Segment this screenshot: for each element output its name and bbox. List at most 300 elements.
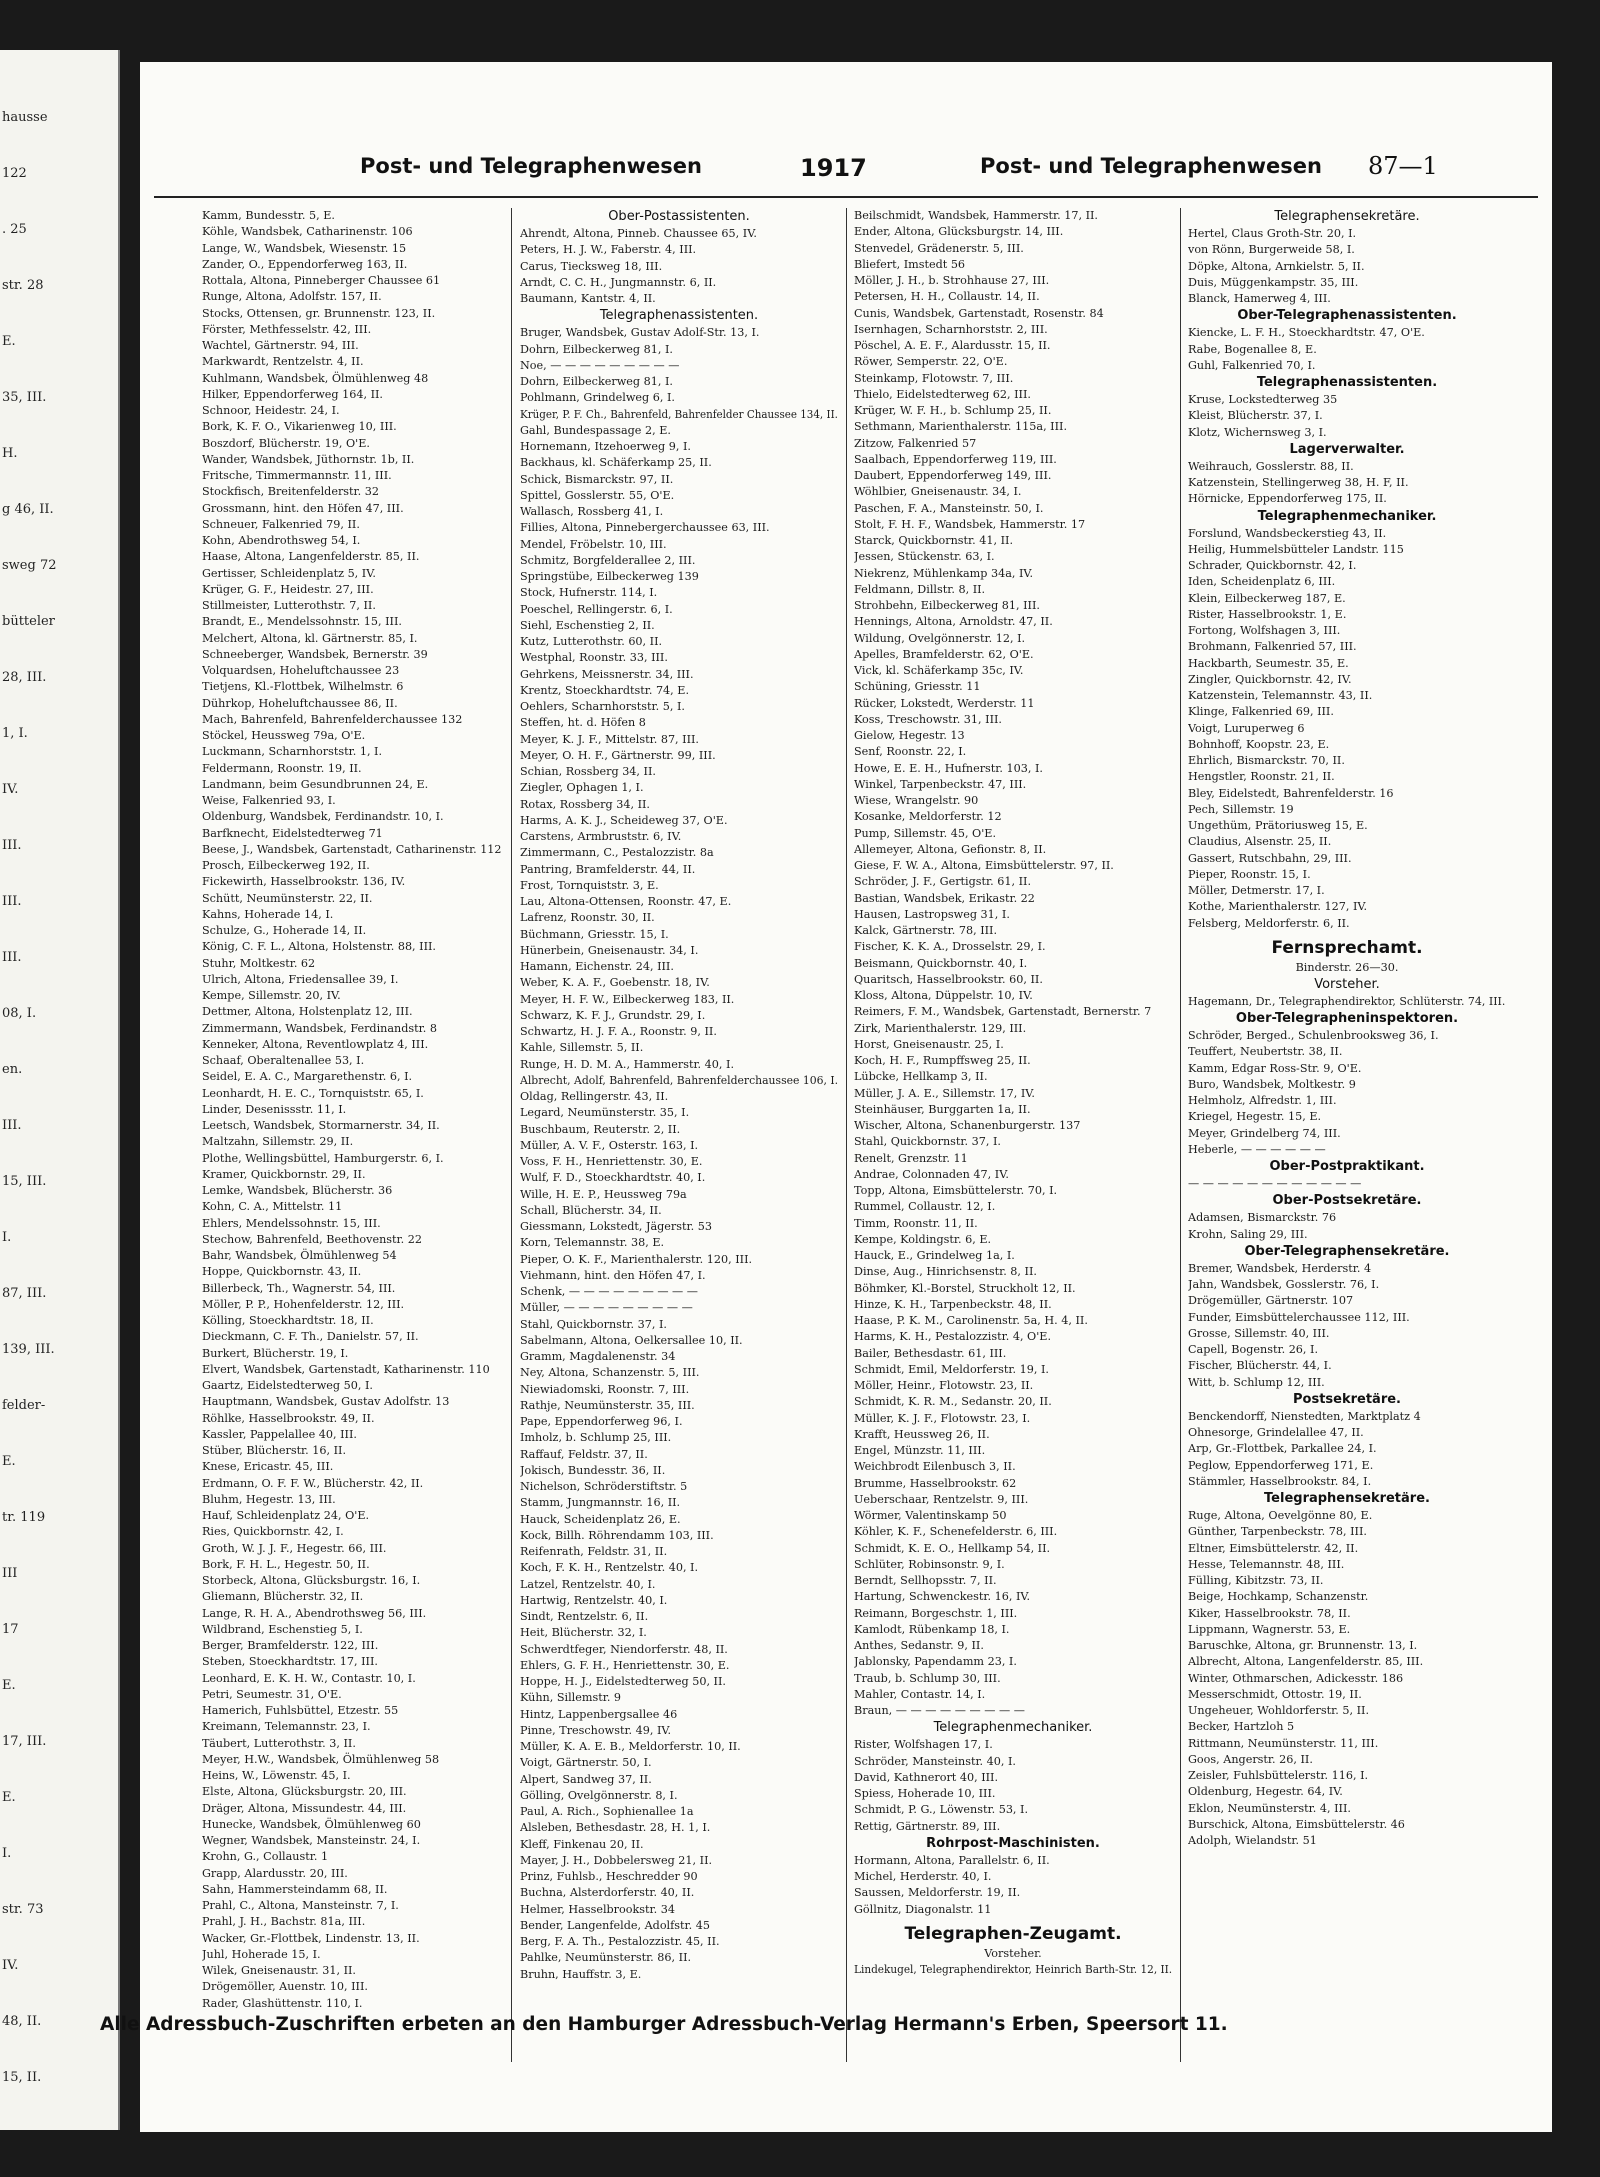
directory-entry: Weichbrodt Eilenbusch 3, II. xyxy=(854,1460,1016,1474)
directory-entry: Helmholz, Alfredstr. 1, III. xyxy=(1188,1094,1337,1107)
facing-page-fragment: E. xyxy=(2,1454,16,1469)
directory-entry: Ehlers, Mendelssohnstr. 15, III. xyxy=(202,1216,381,1230)
directory-entry: Köhler, K. F., Schenefelderstr. 6, III. xyxy=(854,1525,1058,1539)
facing-page-fragment: sweg 72 xyxy=(2,558,57,573)
directory-entry: Adolph, Wielandstr. 51 xyxy=(1188,1834,1317,1847)
directory-entry: Dettmer, Altona, Holstenplatz 12, III. xyxy=(202,1005,413,1019)
directory-entry: Ney, Altona, Schanzenstr. 5, III. xyxy=(520,1366,700,1380)
directory-entry: Meyer, H.W., Wandsbek, Ölmühlenweg 58 xyxy=(202,1752,440,1766)
directory-entry: Beismann, Quickbornstr. 40, I. xyxy=(854,956,1028,970)
directory-entry: Ehrlich, Bismarckstr. 70, II. xyxy=(1188,754,1345,767)
directory-entry: Hartwig, Rentzelstr. 40, I. xyxy=(520,1593,668,1607)
directory-entry: Eklon, Neumünsterstr. 4, III. xyxy=(1188,1801,1351,1815)
directory-entry: Reimers, F. M., Wandsbek, Gartenstadt, Bernerstr. 7 xyxy=(854,1005,1152,1019)
directory-entry: Prosch, Eilbeckerweg 192, II. xyxy=(202,859,370,872)
directory-entry: Fickewirth, Hasselbrookstr. 136, IV. xyxy=(202,875,406,889)
directory-entry: Hennings, Altona, Arnoldstr. 47, II. xyxy=(854,615,1053,629)
column-1 xyxy=(202,208,502,2062)
directory-entry: Beese, J., Wandsbek, Gartenstadt, Catharinenstr. 112 xyxy=(202,842,502,856)
directory-entry: Möller, Heinr., Flotowstr. 23, II. xyxy=(854,1379,1034,1392)
directory-entry: Noe, — — — — — — — — — xyxy=(520,358,680,372)
directory-entry: Kriegel, Hegestr. 15, E. xyxy=(1188,1110,1322,1124)
directory-entry: Luckmann, Scharnhorststr. 1, I. xyxy=(202,745,383,759)
directory-entry: Jablonsky, Papendamm 23, I. xyxy=(854,1655,1017,1669)
directory-entry: Witt, b. Schlump 12, III. xyxy=(1188,1375,1325,1389)
directory-entry: Dräger, Altona, Missundestr. 44, III. xyxy=(202,1801,407,1815)
directory-entry: Schütt, Neumünsterstr. 22, II. xyxy=(202,891,373,905)
facing-page-fragment: I. xyxy=(2,1230,12,1245)
header-year: 1917 xyxy=(800,154,867,182)
directory-entry: Burschick, Altona, Eimsbüttelerstr. 46 xyxy=(1188,1817,1405,1831)
directory-entry: Steffen, ht. d. Höfen 8 xyxy=(520,716,646,730)
directory-entry: Pahlke, Neumünsterstr. 86, II. xyxy=(520,1951,692,1965)
directory-entry: Elste, Altona, Glücksburgstr. 20, III. xyxy=(202,1785,407,1799)
directory-entry: Müller, J. A. E., Sillemstr. 17, IV. xyxy=(854,1086,1035,1100)
directory-entry: König, C. F. L., Altona, Holstenstr. 88, III. xyxy=(202,940,436,954)
facing-page-fragment: 1, I. xyxy=(2,726,28,741)
directory-entry: — — — — — — — — — — — — xyxy=(1188,1177,1362,1190)
directory-entry: Braun, — — — — — — — — — xyxy=(854,1704,1025,1717)
directory-entry: Schaaf, Oberaltenallee 53, I. xyxy=(202,1054,365,1067)
directory-entry: Hackbarth, Seumestr. 35, E. xyxy=(1188,656,1349,670)
directory-entry: Schenk, — — — — — — — — — xyxy=(520,1285,698,1298)
facing-page-fragment: hausse xyxy=(2,110,48,125)
directory-entry: Hamerich, Fuhlsbüttel, Etzestr. 55 xyxy=(202,1704,399,1717)
directory-entry: Kock, Billh. Röhrendamm 103, III. xyxy=(520,1528,714,1542)
facing-page-fragment: III. xyxy=(2,950,22,965)
directory-entry: Rathje, Neumünsterstr. 35, III. xyxy=(520,1398,695,1412)
directory-entry: Gaartz, Eidelstedterweg 50, I. xyxy=(202,1379,373,1392)
directory-entry: Winkel, Tarpenbeckstr. 47, III. xyxy=(854,777,1027,791)
directory-entry: Raffauf, Feldstr. 37, II. xyxy=(520,1447,648,1461)
directory-entry: Ahrendt, Altona, Pinneb. Chaussee 65, IV. xyxy=(520,227,757,240)
directory-entry: Katzenstein, Stellingerweg 38, H. F, II. xyxy=(1188,476,1409,489)
directory-entry: Leonhardt, H. E. C., Tornquiststr. 65, I. xyxy=(202,1086,424,1100)
facing-page-fragment: 08, I. xyxy=(2,1006,37,1021)
directory-entry: Täubert, Lutterothstr. 3, II. xyxy=(202,1736,356,1750)
directory-entry: Kenneker, Altona, Reventlowplatz 4, III. xyxy=(202,1037,429,1051)
directory-entry: Schnoor, Heidestr. 24, I. xyxy=(202,404,340,417)
directory-entry: Hagemann, Dr., Telegraphendirektor, Schlüterstr. 74, III. xyxy=(1188,994,1506,1008)
directory-entry: Billerbeck, Th., Wagnerstr. 54, III. xyxy=(202,1281,396,1295)
directory-entry: Bender, Langenfelde, Adolfstr. 45 xyxy=(520,1918,710,1932)
directory-entry: Linder, Desenissstr. 11, I. xyxy=(202,1102,347,1116)
facing-page-fragment: 35, III. xyxy=(2,390,47,405)
directory-entry: Pape, Eppendorferweg 96, I. xyxy=(520,1415,683,1428)
footer-notice: Alle Adressbuch-Zuschriften erbeten an den Hamburger Adressbuch-Verlag Hermann's Erben, Speersort 11. xyxy=(100,2014,1228,2035)
directory-entry: Ueberschaar, Rentzelstr. 9, III. xyxy=(854,1492,1029,1506)
directory-entry: Hinze, K. H., Tarpenbeckstr. 48, II. xyxy=(854,1297,1052,1311)
directory-entry: Pinne, Treschowstr. 49, IV. xyxy=(520,1723,672,1737)
directory-entry: Gramm, Magdalenenstr. 34 xyxy=(520,1350,676,1363)
directory-entry: Paul, A. Rich., Sophienallee 1a xyxy=(520,1805,694,1818)
directory-entry: Weber, K. A. F., Goebenstr. 18, IV. xyxy=(520,976,710,990)
directory-entry: Sahn, Hammersteindamm 68, II. xyxy=(202,1882,388,1896)
directory-entry: Hoppe, Quickbornstr. 43, II. xyxy=(202,1265,362,1279)
directory-entry: Poeschel, Rellingerstr. 6, I. xyxy=(520,602,673,616)
directory-entry: Volquardsen, Hoheluftchaussee 23 xyxy=(202,664,400,677)
directory-entry: Bailer, Bethesdastr. 61, III. xyxy=(854,1346,1007,1360)
directory-entry: Barfknecht, Eidelstedterweg 71 xyxy=(202,826,383,840)
facing-page-fragment: H. xyxy=(2,446,18,461)
directory-entry: Giessmann, Lokstedt, Jägerstr. 53 xyxy=(520,1220,712,1233)
directory-entry: Lange, W., Wandsbek, Wiesenstr. 15 xyxy=(202,241,407,255)
directory-entry: Knese, Ericastr. 45, III. xyxy=(202,1460,334,1474)
directory-entry: Stuhr, Moltkestr. 62 xyxy=(202,956,316,970)
directory-entry: Daubert, Eppendorferweg 149, III. xyxy=(854,469,1052,482)
directory-entry: Rücker, Lokstedt, Werderstr. 11 xyxy=(854,696,1035,710)
directory-entry: Leetsch, Wandsbek, Stormarnerstr. 34, II. xyxy=(202,1119,440,1132)
directory-entry: Backhaus, kl. Schäferkamp 25, II. xyxy=(520,456,712,470)
directory-entry: Sethmann, Marienthalerstr. 115a, III. xyxy=(854,420,1067,434)
directory-entry: Oldag, Rellingerstr. 43, II. xyxy=(520,1090,669,1103)
directory-entry: Leonhard, E. K. H. W., Contastr. 10, I. xyxy=(202,1671,416,1685)
directory-entry: Schmidt, Emil, Meldorferstr. 19, I. xyxy=(854,1362,1049,1376)
directory-entry: Schick, Bismarckstr. 97, II. xyxy=(520,472,674,486)
directory-entry: Dohrn, Eilbeckerweg 81, I. xyxy=(520,375,673,388)
directory-entry: Mayer, J. H., Dobbelersweg 21, II. xyxy=(520,1853,713,1867)
directory-entry: Meyer, H. F. W., Eilbeckerweg 183, II. xyxy=(520,992,735,1006)
directory-entry: Spiess, Hoherade 10, III. xyxy=(854,1787,996,1800)
directory-entry: Hamann, Eichenstr. 24, III. xyxy=(520,960,674,973)
directory-entry: Stenvedel, Grädenerstr. 5, III. xyxy=(854,241,1024,255)
directory-entry: Kuhlmann, Wandsbek, Ölmühlenweg 48 xyxy=(202,371,429,385)
directory-entry: Klinge, Falkenried 69, III. xyxy=(1188,705,1334,719)
directory-entry: Messerschmidt, Ottostr. 19, II. xyxy=(1188,1687,1362,1701)
directory-entry: Ulrich, Altona, Friedensallee 39, I. xyxy=(202,972,399,986)
directory-entry: Ohnesorge, Grindelallee 47, II. xyxy=(1188,1426,1364,1439)
directory-entry: Kempe, Sillemstr. 20, IV. xyxy=(202,989,341,1002)
directory-entry: Alsleben, Bethesdastr. 28, H. 1, I. xyxy=(520,1821,711,1835)
directory-entry: Erdmann, O. F. F. W., Blücherstr. 42, II. xyxy=(202,1476,424,1490)
directory-entry: Stamm, Jungmannstr. 16, II. xyxy=(520,1496,681,1510)
directory-entry: Saalbach, Eppendorferweg 119, III. xyxy=(854,452,1057,466)
directory-entry: Elvert, Wandsbek, Gartenstadt, Katharinenstr. 110 xyxy=(202,1362,490,1376)
directory-entry: Traub, b. Schlump 30, III. xyxy=(854,1671,1001,1685)
directory-entry: Zitzow, Falkenried 57 xyxy=(854,436,977,450)
directory-entry: Kamm, Edgar Ross-Str. 9, O'E. xyxy=(1188,1061,1362,1075)
page-header xyxy=(140,154,1552,188)
directory-entry: Fritsche, Timmermannstr. 11, III. xyxy=(202,469,392,482)
section-heading: Postsekretäre. xyxy=(1293,1391,1401,1407)
directory-entry: Hünerbein, Gneisenaustr. 34, I. xyxy=(520,943,699,957)
directory-entry: Bremer, Wandsbek, Herderstr. 4 xyxy=(1188,1261,1372,1275)
facing-page-fragment: I. xyxy=(2,1846,12,1861)
directory-entry: Ries, Quickbornstr. 42, I. xyxy=(202,1525,344,1539)
directory-entry: Reimann, Borgeschstr. 1, III. xyxy=(854,1606,1018,1620)
directory-entry: Strohbehn, Eilbeckerweg 81, III. xyxy=(854,599,1040,612)
directory-entry: Grosse, Sillemstr. 40, III. xyxy=(1188,1326,1330,1340)
directory-entry: Koss, Treschowstr. 31, III. xyxy=(854,712,1002,726)
directory-entry: Dinse, Aug., Hinrichsenstr. 8, II. xyxy=(854,1265,1037,1279)
directory-entry: Prinz, Fuhlsb., Heschredder 90 xyxy=(520,1870,698,1883)
directory-entry: Benckendorff, Nienstedten, Marktplatz 4 xyxy=(1188,1409,1421,1423)
directory-entry: Schmitz, Borgfelderallee 2, III. xyxy=(520,553,696,567)
directory-entry: Michel, Herderstr. 40, I. xyxy=(854,1870,992,1883)
directory-entry: Gehrkens, Meissnerstr. 34, III. xyxy=(520,667,694,681)
directory-entry: Runge, H. D. M. A., Hammerstr. 40, I. xyxy=(520,1057,734,1071)
section-heading: Telegraphenmechaniker. xyxy=(1257,508,1437,524)
directory-entry: Hauf, Schleidenplatz 24, O'E. xyxy=(202,1509,370,1522)
directory-entry: Kruse, Lockstedterweg 35 xyxy=(1188,393,1338,406)
directory-entry: Bliefert, Imstedt 56 xyxy=(854,257,966,271)
directory-entry: Cunis, Wandsbek, Gartenstadt, Rosenstr. 84 xyxy=(854,306,1104,320)
directory-entry: Wachtel, Gärtnerstr. 94, III. xyxy=(202,339,359,352)
directory-entry: Fortong, Wolfshagen 3, III. xyxy=(1188,624,1341,637)
directory-entry: Wulf, F. D., Stoeckhardtstr. 40, I. xyxy=(520,1171,706,1185)
directory-entry: Brumme, Hasselbrookstr. 62 xyxy=(854,1476,1017,1490)
directory-entry: Möller, Detmerstr. 17, I. xyxy=(1188,884,1325,897)
directory-entry: Pump, Sillemstr. 45, O'E. xyxy=(854,826,997,840)
directory-entry: Hausen, Lastropsweg 31, I. xyxy=(854,907,1010,921)
directory-entry: Meyer, Grindelberg 74, III. xyxy=(1188,1126,1341,1140)
directory-entry: Kloss, Altona, Düppelstr. 10, IV. xyxy=(854,989,1033,1002)
directory-entry: Teuffert, Neubertstr. 38, II. xyxy=(1188,1045,1343,1059)
directory-entry: Jokisch, Bundesstr. 36, II. xyxy=(520,1463,666,1477)
directory-entry: Becker, Hartzloh 5 xyxy=(1188,1720,1295,1734)
directory-entry: Niekrenz, Mühlenkamp 34a, IV. xyxy=(854,566,1034,580)
directory-entry: Kosanke, Meldorferstr. 12 xyxy=(854,810,1002,824)
directory-entry: Boszdorf, Blücherstr. 19, O'E. xyxy=(202,436,370,450)
directory-entry: Buro, Wandsbek, Moltkestr. 9 xyxy=(1188,1077,1356,1091)
directory-entry: Giese, F. W. A., Altona, Eimsbüttelerstr. 97, II. xyxy=(854,859,1114,872)
section-subheading: Binderstr. 26—30. xyxy=(1295,960,1399,974)
facing-page-fragment: 15, II. xyxy=(2,2070,42,2085)
header-rule xyxy=(154,196,1538,198)
directory-entry: Drögemüller, Gärtnerstr. 107 xyxy=(1188,1294,1354,1308)
directory-entry: Kalck, Gärtnerstr. 78, III. xyxy=(854,924,998,937)
directory-entry: Zingler, Quickbornstr. 42, IV. xyxy=(1188,672,1352,686)
directory-entry: Capell, Bogenstr. 26, I. xyxy=(1188,1343,1319,1356)
facing-page-fragment: 87, III. xyxy=(2,1286,47,1301)
directory-entry: Schwartz, H. J. F. A., Roonstr. 9, II. xyxy=(520,1025,717,1038)
directory-entry: Lange, R. H. A., Abendrothsweg 56, III. xyxy=(202,1606,427,1620)
directory-entry: Storbeck, Altona, Glücksburgstr. 16, I. xyxy=(202,1574,421,1587)
section-heading: Telegraphenassistenten. xyxy=(1256,375,1438,390)
directory-entry: Harms, A. K. J., Scheideweg 37, O'E. xyxy=(520,813,728,827)
directory-entry: Claudius, Alsenstr. 25, II. xyxy=(1188,835,1332,849)
directory-entry: Zirk, Marienthalerstr. 129, III. xyxy=(854,1021,1027,1035)
directory-entry: Ziegler, Ophagen 1, I. xyxy=(520,781,644,795)
directory-entry: Ender, Altona, Glücksburgstr. 14, III. xyxy=(854,225,1064,239)
directory-entry: Arp, Gr.-Flottbek, Parkallee 24, I. xyxy=(1188,1442,1377,1456)
directory-entry: Kölling, Stoeckhardtstr. 18, II. xyxy=(202,1314,374,1327)
directory-entry: Jessen, Stückenstr. 63, I. xyxy=(854,550,995,564)
column-4 xyxy=(1188,208,1506,2062)
directory-entry: Forslund, Wandsbeckerstieg 43, II. xyxy=(1188,526,1387,540)
directory-entry: Carus, Tiecksweg 18, III. xyxy=(520,259,663,273)
directory-entry: Meyer, O. H. F., Gärtnerstr. 99, III. xyxy=(520,748,716,762)
directory-entry: Hauptmann, Wandsbek, Gustav Adolfstr. 13 xyxy=(202,1395,450,1409)
directory-entry: Haase, P. K. M., Carolinenstr. 5a, H. 4, II. xyxy=(854,1314,1088,1327)
directory-entry: Rottala, Altona, Pinneberger Chaussee 61 xyxy=(202,274,441,287)
facing-page-fragment: felder- xyxy=(2,1398,46,1413)
directory-entry: Müller, — — — — — — — — — xyxy=(520,1301,693,1315)
directory-entry: Saussen, Meldorferstr. 19, II. xyxy=(854,1886,1021,1900)
facing-page-fragment: bütteler xyxy=(2,614,55,629)
directory-entry: Lindekugel, Telegraphendirektor, Heinrich Barth-Str. 12, II. xyxy=(854,1962,1172,1976)
directory-entry: Vick, kl. Schäferkamp 35c, IV. xyxy=(854,664,1024,677)
directory-entry: Klein, Eilbeckerweg 187, E. xyxy=(1188,591,1346,605)
directory-entry: Günther, Tarpenbeckstr. 78, III. xyxy=(1188,1525,1367,1539)
directory-entry: Wischer, Altona, Schanenburgerstr. 137 xyxy=(854,1119,1081,1132)
header-left: Post- und Telegraphenwesen xyxy=(360,154,702,178)
section-heading: Telegraphensekretäre. xyxy=(1274,209,1420,224)
facing-page-fragment: 17, III. xyxy=(2,1734,47,1749)
directory-entry: Stöckel, Heussweg 79a, O'E. xyxy=(202,729,366,742)
section-heading: Ober-Postpraktikant. xyxy=(1269,1159,1425,1174)
column-divider xyxy=(1180,208,1181,2062)
column-divider xyxy=(846,208,847,2062)
directory-entry: Hunecke, Wandsbek, Ölmühlenweg 60 xyxy=(202,1817,421,1831)
directory-entry: Brandt, E., Mendelssohnstr. 15, III. xyxy=(202,615,402,629)
directory-entry: Förster, Methfesselstr. 42, III. xyxy=(202,322,372,336)
section-heading: Fernsprechamt. xyxy=(1271,937,1423,958)
directory-entry: Apelles, Bramfelderstr. 62, O'E. xyxy=(854,647,1034,661)
section-heading: Ober-Postsekretäre. xyxy=(1272,1193,1422,1209)
directory-entry: Grapp, Alardusstr. 20, III. xyxy=(202,1866,348,1880)
directory-entry: Drögemöller, Auenstr. 10, III. xyxy=(202,1980,368,1994)
directory-entry: Ruge, Altona, Oevelgönne 80, E. xyxy=(1188,1509,1373,1522)
directory-entry: Hornemann, Itzehoerweg 9, I. xyxy=(520,440,691,453)
directory-entry: Berger, Bramfelderstr. 122, III. xyxy=(202,1639,379,1652)
directory-entry: Krohn, G., Collaustr. 1 xyxy=(202,1850,329,1864)
directory-entry: Jahn, Wandsbek, Gosslerstr. 76, I. xyxy=(1188,1278,1380,1291)
facing-page-fragment: g 46, II. xyxy=(2,502,54,517)
directory-entry: Zeisler, Fuhlsbüttelerstr. 116, I. xyxy=(1188,1769,1369,1782)
directory-entry: Kohn, Abendrothsweg 54, I. xyxy=(202,534,361,547)
directory-entry: Voigt, Luruperweg 6 xyxy=(1188,721,1305,735)
directory-entry: Anthes, Sedanstr. 9, II. xyxy=(854,1639,984,1652)
facing-page-fragment: str. 73 xyxy=(2,1902,44,1917)
directory-entry: Kassler, Pappelallee 40, III. xyxy=(202,1427,357,1441)
directory-entry: Hintz, Lappenbergsallee 46 xyxy=(520,1707,678,1721)
directory-entry: Timm, Roonstr. 11, II. xyxy=(854,1216,978,1230)
directory-entry: Springstübe, Eilbeckerweg 139 xyxy=(520,570,699,583)
facing-page-fragment: IV. xyxy=(2,1958,19,1973)
directory-entry: Röhlke, Hasselbrookstr. 49, II. xyxy=(202,1411,375,1425)
directory-entry: Bork, F. H. L., Hegestr. 50, II. xyxy=(202,1557,370,1571)
directory-entry: Peglow, Eppendorferweg 171, E. xyxy=(1188,1458,1374,1472)
directory-entry: Bley, Eidelstedt, Bahrenfelderstr. 16 xyxy=(1188,786,1394,800)
directory-entry: Voigt, Gärtnerstr. 50, I. xyxy=(520,1756,652,1770)
directory-entry: Plothe, Wellingsbüttel, Hamburgerstr. 6, I. xyxy=(202,1151,444,1165)
directory-entry: Andrae, Colonnaden 47, IV. xyxy=(854,1167,1009,1181)
directory-entry: Stockfisch, Breitenfelderstr. 32 xyxy=(202,485,379,499)
directory-entry: Blanck, Hamerweg 4, III. xyxy=(1188,292,1331,305)
directory-entry: Hengstler, Roonstr. 21, II. xyxy=(1188,770,1335,784)
directory-entry: Steinkamp, Flotowstr. 7, III. xyxy=(854,371,1014,385)
directory-entry: Buchna, Alsterdorferstr. 40, II. xyxy=(520,1886,695,1900)
section-heading: Telegraphenmechaniker. xyxy=(933,1720,1093,1736)
directory-entry: Gölling, Ovelgönnerstr. 8, I. xyxy=(520,1788,678,1802)
facing-page-fragment: en. xyxy=(2,1062,23,1077)
directory-entry: Rettig, Gärtnerstr. 89, III. xyxy=(854,1819,1001,1833)
directory-entry: Ehlers, G. F. H., Henriettenstr. 30, E. xyxy=(520,1658,730,1672)
directory-entry: Gassert, Rutschbahn, 29, III. xyxy=(1188,851,1352,865)
directory-entry: Kamm, Bundesstr. 5, E. xyxy=(202,209,335,222)
directory-entry: Pieper, O. K. F., Marienthalerstr. 120, III. xyxy=(520,1252,753,1266)
directory-entry: Howe, E. E. H., Hufnerstr. 103, I. xyxy=(854,761,1043,775)
directory-entry: Berndt, Sellhopsstr. 7, II. xyxy=(854,1574,997,1587)
directory-entry: Mahler, Contastr. 14, I. xyxy=(854,1687,986,1701)
directory-entry: Stahl, Quickbornstr. 37, I. xyxy=(520,1317,667,1331)
directory-entry: Bohnhoff, Koopstr. 23, E. xyxy=(1188,737,1330,751)
directory-entry: Goos, Angerstr. 26, II. xyxy=(1188,1752,1313,1766)
directory-entry: Heberle, — — — — — — xyxy=(1188,1142,1326,1156)
directory-entry: Stechow, Bahrenfeld, Beethovenstr. 22 xyxy=(202,1232,422,1246)
facing-page-fragment: 122 xyxy=(2,166,27,181)
directory-entry: Schrader, Quickbornstr. 42, I. xyxy=(1188,559,1357,572)
directory-entry: Funder, Eimsbüttelerchaussee 112, III. xyxy=(1188,1310,1410,1324)
directory-entry: Stahl, Quickbornstr. 37, I. xyxy=(854,1135,1001,1149)
directory-entry: Rister, Hasselbrookstr. 1, E. xyxy=(1188,607,1347,621)
directory-entry: Bastian, Wandsbek, Erikastr. 22 xyxy=(854,891,1035,905)
directory-entry: Böhmker, Kl.-Borstel, Struckholt 12, II. xyxy=(854,1281,1076,1295)
directory-entry: Möller, J. H., b. Strohhause 27, III. xyxy=(854,274,1050,287)
directory-entry: Iden, Scheidenplatz 6, III. xyxy=(1188,575,1336,589)
directory-entry: Nichelson, Schröderstiftstr. 5 xyxy=(520,1480,688,1493)
directory-entry: Schmidt, K. E. O., Hellkamp 54, II. xyxy=(854,1541,1051,1555)
facing-page-fragment: 17 xyxy=(2,1622,19,1637)
directory-entry: Mendel, Fröbelstr. 10, III. xyxy=(520,537,667,551)
directory-entry: Wildung, Ovelgönnerstr. 12, I. xyxy=(854,631,1026,645)
directory-entry: Bruhn, Hauffstr. 3, E. xyxy=(520,1967,642,1981)
directory-entry: Müller, K. A. E. B., Meldorferstr. 10, II. xyxy=(520,1740,741,1753)
directory-entry: Seidel, E. A. C., Margarethenstr. 6, I. xyxy=(202,1070,413,1084)
directory-entry: Beige, Hochkamp, Schanzenstr. xyxy=(1188,1590,1369,1604)
directory-entry: Fillies, Altona, Pinnebergerchaussee 63, III. xyxy=(520,521,770,535)
header-right: Post- und Telegraphenwesen xyxy=(980,154,1322,178)
directory-entry: Reifenrath, Feldstr. 31, II. xyxy=(520,1545,668,1558)
directory-entry: Bluhm, Hegestr. 13, III. xyxy=(202,1492,336,1506)
directory-entry: Bork, K. F. O., Vikarienweg 10, III. xyxy=(202,420,397,434)
directory-entry: Zimmermann, Wandsbek, Ferdinandstr. 8 xyxy=(202,1021,437,1035)
directory-entry: Latzel, Rentzelstr. 40, I. xyxy=(520,1577,656,1591)
directory-entry: Senf, Roonstr. 22, I. xyxy=(854,745,967,759)
directory-entry: Harms, K. H., Pestalozzistr. 4, O'E. xyxy=(854,1330,1052,1344)
directory-entry: Guhl, Falkenried 70, I. xyxy=(1188,358,1316,372)
directory-entry: Hertel, Claus Groth-Str. 20, I. xyxy=(1188,227,1357,240)
section-heading: Ober-Telegraphenassistenten. xyxy=(1237,308,1457,324)
directory-entry: Starck, Quickbornstr. 41, II. xyxy=(854,534,1013,547)
directory-entry: Legard, Neumünsterstr. 35, I. xyxy=(520,1106,690,1120)
directory-entry: Wilek, Gneisenaustr. 31, II. xyxy=(202,1964,356,1977)
directory-entry: Paschen, F. A., Mansteinstr. 50, I. xyxy=(854,501,1044,515)
directory-entry: Zimmermann, C., Pestalozzistr. 8a xyxy=(520,846,714,860)
directory-entry: Peters, H. J. W., Faberstr. 4, III. xyxy=(520,243,697,257)
directory-entry: Markwardt, Rentzelstr. 4, II. xyxy=(202,355,364,369)
directory-entry: Meyer, K. J. F., Mittelstr. 87, III. xyxy=(520,732,699,746)
directory-entry: Rummel, Collaustr. 12, I. xyxy=(854,1200,996,1214)
directory-entry: Grossmann, hint. den Höfen 47, III. xyxy=(202,501,404,515)
directory-entry: Hartung, Schwenckestr. 16, IV. xyxy=(854,1590,1031,1604)
directory-entry: Schröder, Mansteinstr. 40, I. xyxy=(854,1754,1016,1768)
directory-entry: Stillmeister, Lutterothstr. 7, II. xyxy=(202,599,376,612)
directory-entry: Petersen, H. H., Collaustr. 14, II. xyxy=(854,290,1040,304)
section-heading: Rohrpost-Maschinisten. xyxy=(926,1835,1100,1851)
directory-entry: Döpke, Altona, Arnkielstr. 5, II. xyxy=(1188,259,1365,273)
directory-entry: Fülling, Kibitzstr. 73, II. xyxy=(1188,1574,1324,1587)
facing-page-fragment: E. xyxy=(2,334,16,349)
directory-entry: Lippmann, Wagnerstr. 53, E. xyxy=(1188,1622,1351,1636)
directory-entry: Wöhlbier, Gneisenaustr. 34, I. xyxy=(854,485,1022,499)
directory-entry: Petri, Seumestr. 31, O'E. xyxy=(202,1687,342,1701)
directory-entry: Kohn, C. A., Mittelstr. 11 xyxy=(202,1200,343,1214)
directory-entry: Burkert, Blücherstr. 19, I. xyxy=(202,1346,349,1360)
directory-entry: Feldmann, Dillstr. 8, II. xyxy=(854,582,986,596)
facing-page-fragment: III. xyxy=(2,894,22,909)
